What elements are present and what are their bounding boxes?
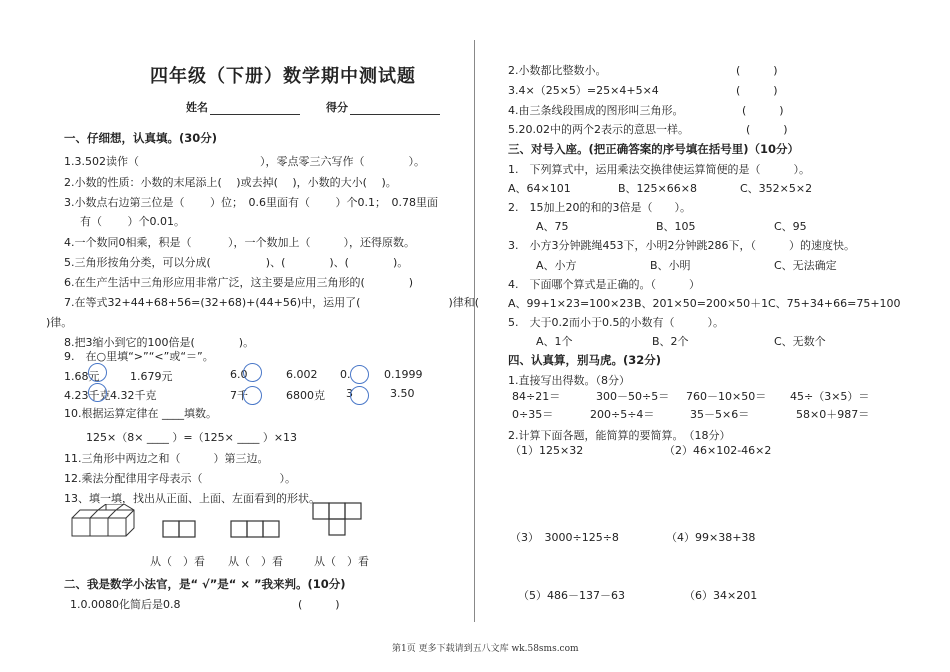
mc-2-b[interactable]: B、105 xyxy=(656,220,696,233)
mc-5-c[interactable]: C、无数个 xyxy=(774,335,826,348)
question-6: 6.在生产生活中三角形应用非常广泛，这主要是应用三角形的( ) xyxy=(64,276,414,289)
view-label-2: 从（ ）看 xyxy=(228,555,283,568)
view-shape-1 xyxy=(162,520,198,540)
direct-calc-4: 45÷（3×5）＝ xyxy=(790,390,870,403)
direct-calc-6: 200÷5÷4＝ xyxy=(590,408,655,421)
judge-2-paren[interactable]: ( ) xyxy=(736,64,778,77)
view-shape-2 xyxy=(230,520,282,540)
mc-5: 5. 大于0.2而小于0.5的小数有（ ）。 xyxy=(508,316,724,329)
question-1: 1.3.502读作（ ），零点零三六写作（ ）。 xyxy=(64,155,425,168)
question-2: 2.小数的性质：小数的末尾添上( )或去掉( )，小数的大小( )。 xyxy=(64,176,397,189)
question-12: 12.乘法分配律用字母表示（ ）。 xyxy=(64,472,296,485)
mc-3-c[interactable]: C、无法确定 xyxy=(774,259,837,272)
section-3-heading: 三、对号入座。(把正确答案的序号填在括号里)（10分） xyxy=(508,142,800,156)
compare-circle-4[interactable] xyxy=(88,383,107,402)
question-10-expression: 125×（8× ____ ）=（125× ____ ）×13 xyxy=(86,431,298,444)
view-shape-3 xyxy=(312,502,366,540)
compare-circle-5[interactable] xyxy=(243,386,262,405)
compare-left-4: 4.23千克 xyxy=(64,389,111,402)
direct-calc-1: 84÷21＝ xyxy=(512,390,561,403)
mc-5-b[interactable]: B、2个 xyxy=(652,335,689,348)
compare-left-1: 1.68元 xyxy=(64,370,100,383)
compute-1: （1）125×32 xyxy=(510,444,584,457)
judge-3: 3.4×（25×5）=25×4+5×4 xyxy=(508,84,659,97)
mc-2-a[interactable]: A、75 xyxy=(536,220,569,233)
direct-calc-7: 35－5×6＝ xyxy=(690,408,750,421)
question-5: 5.三角形按角分类，可以分成( )、( )、( )。 xyxy=(64,256,409,269)
compute-6: （6）34×201 xyxy=(684,589,758,602)
mc-2: 2. 15加上20的和的3倍是（ ）。 xyxy=(508,201,691,214)
compare-circle-2[interactable] xyxy=(243,363,262,382)
judge-3-paren[interactable]: ( ) xyxy=(736,84,778,97)
direct-calc-5: 0÷35＝ xyxy=(512,408,554,421)
compare-left-2: 6.0 xyxy=(230,368,248,381)
compute-3: （3） 3000÷125÷8 xyxy=(510,531,619,544)
view-label-1: 从（ ）看 xyxy=(150,555,205,568)
question-4: 4.一个数同0相乘，积是（ ），一个数加上（ ），还得原数。 xyxy=(64,236,415,249)
mc-4-c[interactable]: C、75+34+66=75+100 xyxy=(768,297,901,310)
compare-right-6: 3.50 xyxy=(390,387,415,400)
question-3-continued: 有（ ）个0.01。 xyxy=(80,215,185,228)
compute-heading: 2.计算下面各题，能简算的要简算。 （18分） xyxy=(508,429,731,442)
question-10: 10.根据运算定律在 ____填数。 xyxy=(64,407,217,420)
cube-stack-figure xyxy=(70,504,140,546)
view-label-3: 从（ ）看 xyxy=(314,555,369,568)
judge-4-paren[interactable]: ( ) xyxy=(742,104,784,117)
page-title: 四年级（下册）数学期中测试题 xyxy=(150,66,416,87)
judge-5-paren[interactable]: ( ) xyxy=(746,123,788,136)
section-4-heading: 四、认真算，别马虎。(32分) xyxy=(508,353,662,367)
direct-calc-3: 760－10×50＝ xyxy=(686,390,767,403)
compute-2: （2）46×102-46×2 xyxy=(664,444,772,457)
mc-3: 3. 小方3分钟跳绳453下，小明2分钟跳286下，（ ）的速度快。 xyxy=(508,239,855,252)
judge-2: 2.小数都比整数小。 xyxy=(508,64,607,77)
compare-right-4: 4.32千克 xyxy=(110,389,157,402)
direct-calc-8: 58×0＋987＝ xyxy=(796,408,870,421)
mc-4-a[interactable]: A、99+1×23=100×23 xyxy=(508,297,634,310)
direct-calc-2: 300－50÷5＝ xyxy=(596,390,670,403)
question-8: 8.把3缩小到它的100倍是( )。 xyxy=(64,336,255,349)
compute-5: （5）486－137－63 xyxy=(518,589,625,602)
question-13: 13、填一填，找出从正面、上面、左面看到的形状。 xyxy=(64,492,320,505)
compare-right-2: 6.002 xyxy=(286,368,318,381)
mc-1: 1. 下列算式中，运用乘法交换律使运算简便的是（ ）。 xyxy=(508,163,810,176)
mc-1-c[interactable]: C、352×5×2 xyxy=(740,182,813,195)
section-1-heading: 一、仔细想，认真填。(30分) xyxy=(64,131,218,145)
mc-4-b[interactable]: B、201×50=200×50＋1 xyxy=(634,297,769,310)
question-11: 11.三角形中两边之和（ ）第三边。 xyxy=(64,452,269,465)
judge-5: 5.20.02中的两个2表示的意思一样。 xyxy=(508,123,689,136)
mc-4: 4. 下面哪个算式是正确的。（ ） xyxy=(508,278,700,291)
compare-circle-1[interactable] xyxy=(88,363,107,382)
mc-3-a[interactable]: A、小方 xyxy=(536,259,577,272)
column-divider xyxy=(474,40,475,622)
question-7-continued: )律。 xyxy=(46,316,73,329)
judge-1-paren[interactable]: ( ) xyxy=(298,598,340,611)
score-label: 得分 xyxy=(326,99,440,115)
mc-5-a[interactable]: A、1个 xyxy=(536,335,573,348)
judge-4: 4.由三条线段围成的图形叫三角形。 xyxy=(508,104,684,117)
mc-2-c[interactable]: C、95 xyxy=(774,220,807,233)
question-3: 3.小数点右边第三位是（ ）位； 0.6里面有（ ）个0.1； 0.78里面 xyxy=(64,196,438,209)
direct-calc-heading: 1.直接写出得数。（8分） xyxy=(508,374,630,387)
question-7: 7.在等式32+44+68+56=(32+68)+(44+56)中，运用了( )律和( xyxy=(64,296,480,309)
judge-1: 1.0.0080化简后是0.8 xyxy=(70,598,181,611)
compute-4: （4）99×38+38 xyxy=(666,531,756,544)
compare-left-6: 3 xyxy=(346,387,353,400)
compare-right-3: 0.1999 xyxy=(384,368,423,381)
compare-right-5: 6800克 xyxy=(286,389,325,402)
mc-3-b[interactable]: B、小明 xyxy=(650,259,691,272)
question-9: 9. 在○里填“>”“<”或“＝”。 xyxy=(64,350,214,363)
name-label: 姓名 xyxy=(186,99,300,115)
compare-left-5: 7千 xyxy=(230,389,248,402)
compare-circle-3[interactable] xyxy=(350,365,369,384)
mc-1-a[interactable]: A、64×101 xyxy=(508,182,571,195)
compare-right-1: 1.679元 xyxy=(130,370,173,383)
compare-circle-6[interactable] xyxy=(350,386,369,405)
compare-left-3: 0. xyxy=(340,368,351,381)
mc-1-b[interactable]: B、125×66×8 xyxy=(618,182,697,195)
page-footer: 第1页 更多下载请到五八文库 wk.58sms.com xyxy=(392,644,579,654)
section-2-heading: 二、我是数学小法官，是“ √”是“ × ”我来判。(10分) xyxy=(64,577,346,591)
